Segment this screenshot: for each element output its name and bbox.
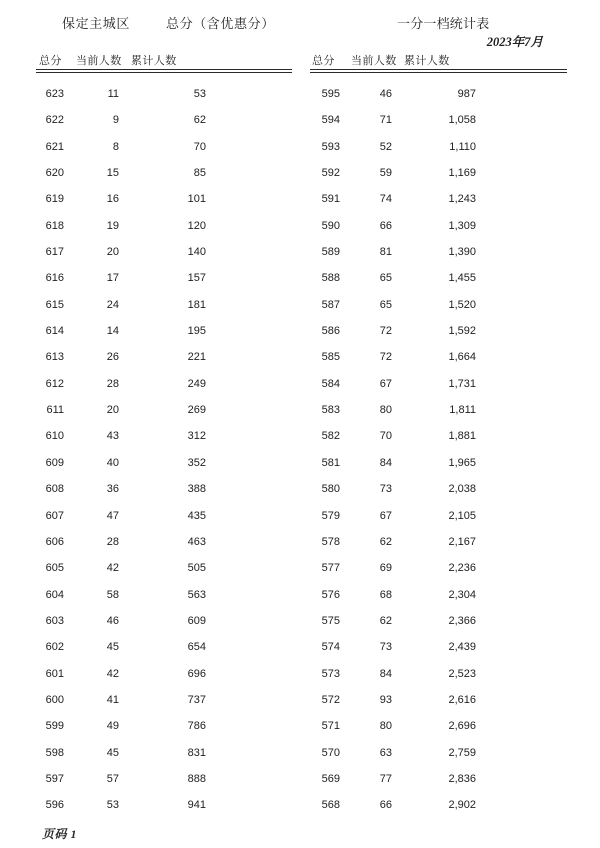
cumulative-count-cell: 696 [187,667,206,680]
current-count-cell: 68 [379,588,392,601]
current-count-cell: 28 [106,535,119,548]
cumulative-count-cell: 2,439 [448,641,476,654]
cumulative-count-cell: 1,592 [448,325,476,338]
score-cell: 608 [45,483,64,496]
table-row [0,582,300,608]
col-header-cumulative-count-left: 累计人数 [131,55,177,67]
current-count-cell: 49 [106,720,119,733]
cumulative-count-cell: 85 [193,167,206,180]
score-cell: 584 [321,377,340,390]
score-cell: 577 [321,562,340,575]
current-count-cell: 36 [106,483,119,496]
table-row [276,740,576,766]
score-cell: 574 [321,641,340,654]
table-row [0,371,300,397]
current-count-cell: 17 [106,272,119,285]
current-count-cell: 43 [106,430,119,443]
cumulative-count-cell: 195 [187,325,206,338]
score-cell: 615 [45,298,64,311]
cumulative-count-cell: 2,759 [448,746,476,759]
table-row [0,740,300,766]
cumulative-count-cell: 2,902 [448,799,476,812]
current-count-cell: 26 [106,351,119,364]
cumulative-count-cell: 2,105 [448,509,476,522]
score-table-left [0,81,300,819]
score-cell: 614 [45,325,64,338]
current-count-cell: 67 [379,509,392,522]
current-count-cell: 62 [379,614,392,627]
table-row [276,134,576,160]
cumulative-count-cell: 181 [187,298,206,311]
score-cell: 612 [45,377,64,390]
cumulative-count-cell: 654 [187,641,206,654]
cumulative-count-cell: 2,038 [448,483,476,496]
table-row [276,344,576,370]
cumulative-count-cell: 609 [187,614,206,627]
current-count-cell: 47 [106,509,119,522]
score-cell: 617 [45,246,64,259]
score-cell: 585 [321,351,340,364]
score-cell: 618 [45,219,64,232]
current-count-cell: 70 [379,430,392,443]
table-row [0,661,300,687]
current-count-cell: 71 [379,114,392,127]
cumulative-count-cell: 2,304 [448,588,476,601]
cumulative-count-cell: 157 [187,272,206,285]
score-cell: 590 [321,219,340,232]
cumulative-count-cell: 70 [193,140,206,153]
score-cell: 606 [45,535,64,548]
cumulative-count-cell: 1,169 [448,167,476,180]
header-rule-right [310,69,567,73]
table-row [0,397,300,423]
col-header-current-count-right: 当前人数 [351,55,397,67]
score-cell: 591 [321,193,340,206]
cumulative-count-cell: 941 [187,799,206,812]
current-count-cell: 80 [379,404,392,417]
table-row [0,634,300,660]
cumulative-count-cell: 1,058 [448,114,476,127]
cumulative-count-cell: 2,696 [448,720,476,733]
current-count-cell: 59 [379,167,392,180]
score-cell: 620 [45,167,64,180]
score-cell: 580 [321,483,340,496]
page-number: 页码 1 [42,827,78,841]
table-row [0,555,300,581]
table-row [0,186,300,212]
cumulative-count-cell: 2,836 [448,772,476,785]
current-count-cell: 72 [379,325,392,338]
score-cell: 613 [45,351,64,364]
table-row [276,213,576,239]
score-cell: 610 [45,430,64,443]
score-cell: 595 [321,88,340,100]
table-row [0,292,300,318]
cumulative-count-cell: 2,236 [448,562,476,575]
current-count-cell: 57 [106,772,119,785]
current-count-cell: 40 [106,456,119,469]
current-count-cell: 66 [379,799,392,812]
report-date: 2023年7月 [486,35,543,49]
score-cell: 581 [321,456,340,469]
current-count-cell: 20 [106,246,119,259]
cumulative-count-cell: 352 [187,456,206,469]
table-row [0,503,300,529]
region-label: 保定主城区 [62,16,131,31]
table-row [0,608,300,634]
score-cell: 571 [321,720,340,733]
current-count-cell: 45 [106,746,119,759]
table-row [276,792,576,818]
table-row [0,213,300,239]
cumulative-count-cell: 1,965 [448,456,476,469]
current-count-cell: 14 [106,325,119,338]
table-row [276,608,576,634]
table-row [0,450,300,476]
current-count-cell: 53 [106,799,119,812]
cumulative-count-cell: 101 [187,193,206,206]
score-cell: 576 [321,588,340,601]
cumulative-count-cell: 1,455 [448,272,476,285]
current-count-cell: 46 [379,88,392,100]
cumulative-count-cell: 505 [187,562,206,575]
score-cell: 570 [321,746,340,759]
cumulative-count-cell: 831 [187,746,206,759]
cumulative-count-cell: 435 [187,509,206,522]
cumulative-count-cell: 62 [193,114,206,127]
cumulative-count-cell: 140 [187,246,206,259]
table-row [276,450,576,476]
score-cell: 578 [321,535,340,548]
current-count-cell: 8 [112,140,119,153]
current-count-cell: 45 [106,641,119,654]
score-cell: 623 [45,88,64,100]
table-row [276,713,576,739]
current-count-cell: 93 [379,693,392,706]
score-cell: 611 [46,404,64,417]
score-cell: 604 [45,588,64,601]
table-row [276,318,576,344]
current-count-cell: 81 [379,246,392,259]
score-cell: 602 [45,641,64,654]
score-cell: 579 [321,509,340,522]
table-row [276,634,576,660]
cumulative-count-cell: 1,309 [448,219,476,232]
table-row [276,265,576,291]
score-cell: 588 [321,272,340,285]
table-row [0,713,300,739]
current-count-cell: 84 [379,667,392,680]
table-row [276,661,576,687]
table-row [0,265,300,291]
cumulative-count-cell: 1,110 [449,140,476,153]
table-row [276,186,576,212]
current-count-cell: 41 [106,693,119,706]
table-row [276,81,576,107]
score-cell: 587 [321,298,340,311]
current-count-cell: 24 [106,298,119,311]
score-cell: 609 [45,456,64,469]
cumulative-count-cell: 1,664 [448,351,476,364]
table-row [276,292,576,318]
current-count-cell: 73 [379,483,392,496]
table-row [0,81,300,107]
table-row [276,160,576,186]
current-count-cell: 15 [106,167,119,180]
current-count-cell: 9 [112,114,119,127]
table-row [0,766,300,792]
cumulative-count-cell: 269 [187,404,206,417]
cumulative-count-cell: 249 [187,377,206,390]
cumulative-count-cell: 2,167 [448,535,476,548]
table-row [276,397,576,423]
score-cell: 575 [321,614,340,627]
table-row [276,687,576,713]
current-count-cell: 16 [106,193,119,206]
current-count-cell: 46 [106,614,119,627]
col-header-current-count-left: 当前人数 [76,55,122,67]
cumulative-count-cell: 53 [193,88,206,100]
current-count-cell: 65 [379,272,392,285]
cumulative-count-cell: 463 [187,535,206,548]
score-cell: 583 [321,404,340,417]
table-row [276,423,576,449]
table-row [276,371,576,397]
table-row [0,529,300,555]
table-row [276,582,576,608]
cumulative-count-cell: 1,881 [448,430,476,443]
score-cell: 586 [321,325,340,338]
score-cell: 596 [45,799,64,812]
cumulative-count-cell: 312 [187,430,206,443]
score-cell: 569 [321,772,340,785]
score-cell: 605 [45,562,64,575]
score-cell: 568 [321,799,340,812]
col-header-score-right: 总分 [312,55,335,67]
cumulative-count-cell: 388 [187,483,206,496]
col-header-score-left: 总分 [39,55,62,67]
cumulative-count-cell: 1,243 [448,193,476,206]
table-row [0,160,300,186]
table-row [276,555,576,581]
table-row [276,766,576,792]
score-cell: 622 [45,114,64,127]
header-rule-left [36,69,292,73]
current-count-cell: 74 [379,193,392,206]
current-count-cell: 67 [379,377,392,390]
score-cell: 592 [321,167,340,180]
score-cell: 599 [45,720,64,733]
score-type-label: 总分（含优惠分） [166,16,275,31]
current-count-cell: 20 [106,404,119,417]
current-count-cell: 11 [107,88,119,100]
current-count-cell: 77 [379,772,392,785]
cumulative-count-cell: 2,366 [448,614,476,627]
score-cell: 621 [45,140,64,153]
current-count-cell: 66 [379,219,392,232]
score-cell: 597 [45,772,64,785]
cumulative-count-cell: 120 [187,219,206,232]
score-cell: 600 [45,693,64,706]
table-row [276,476,576,502]
cumulative-count-cell: 1,520 [448,298,476,311]
table-row [0,318,300,344]
score-cell: 598 [45,746,64,759]
current-count-cell: 28 [106,377,119,390]
cumulative-count-cell: 1,811 [449,404,476,417]
current-count-cell: 52 [379,140,392,153]
current-count-cell: 65 [379,298,392,311]
table-row [0,107,300,133]
score-cell: 601 [45,667,64,680]
table-row [0,792,300,818]
cumulative-count-cell: 563 [187,588,206,601]
col-header-cumulative-count-right: 累计人数 [404,55,450,67]
table-row [276,107,576,133]
score-cell: 616 [45,272,64,285]
table-row [0,344,300,370]
cumulative-count-cell: 888 [187,772,206,785]
score-cell: 594 [321,114,340,127]
cumulative-count-cell: 2,523 [448,667,476,680]
cumulative-count-cell: 786 [187,720,206,733]
cumulative-count-cell: 2,616 [448,693,476,706]
cumulative-count-cell: 737 [187,693,206,706]
current-count-cell: 19 [106,219,119,232]
current-count-cell: 62 [379,535,392,548]
current-count-cell: 69 [379,562,392,575]
score-cell: 593 [321,140,340,153]
score-cell: 607 [45,509,64,522]
score-cell: 619 [45,193,64,206]
cumulative-count-cell: 1,390 [448,246,476,259]
table-row [276,239,576,265]
score-cell: 572 [321,693,340,706]
page-title: 一分一档统计表 [397,16,490,31]
current-count-cell: 63 [379,746,392,759]
cumulative-count-cell: 1,731 [448,377,476,390]
current-count-cell: 72 [379,351,392,364]
table-row [0,239,300,265]
table-row [276,529,576,555]
table-row [0,476,300,502]
score-cell: 589 [321,246,340,259]
current-count-cell: 42 [106,562,119,575]
table-row [0,134,300,160]
score-cell: 582 [321,430,340,443]
current-count-cell: 73 [379,641,392,654]
cumulative-count-cell: 987 [457,88,476,100]
current-count-cell: 58 [106,588,119,601]
cumulative-count-cell: 221 [187,351,206,364]
current-count-cell: 80 [379,720,392,733]
table-row [0,687,300,713]
score-cell: 573 [321,667,340,680]
score-cell: 603 [45,614,64,627]
current-count-cell: 42 [106,667,119,680]
score-table-right [276,81,576,819]
table-row [0,423,300,449]
current-count-cell: 84 [379,456,392,469]
table-row [276,503,576,529]
